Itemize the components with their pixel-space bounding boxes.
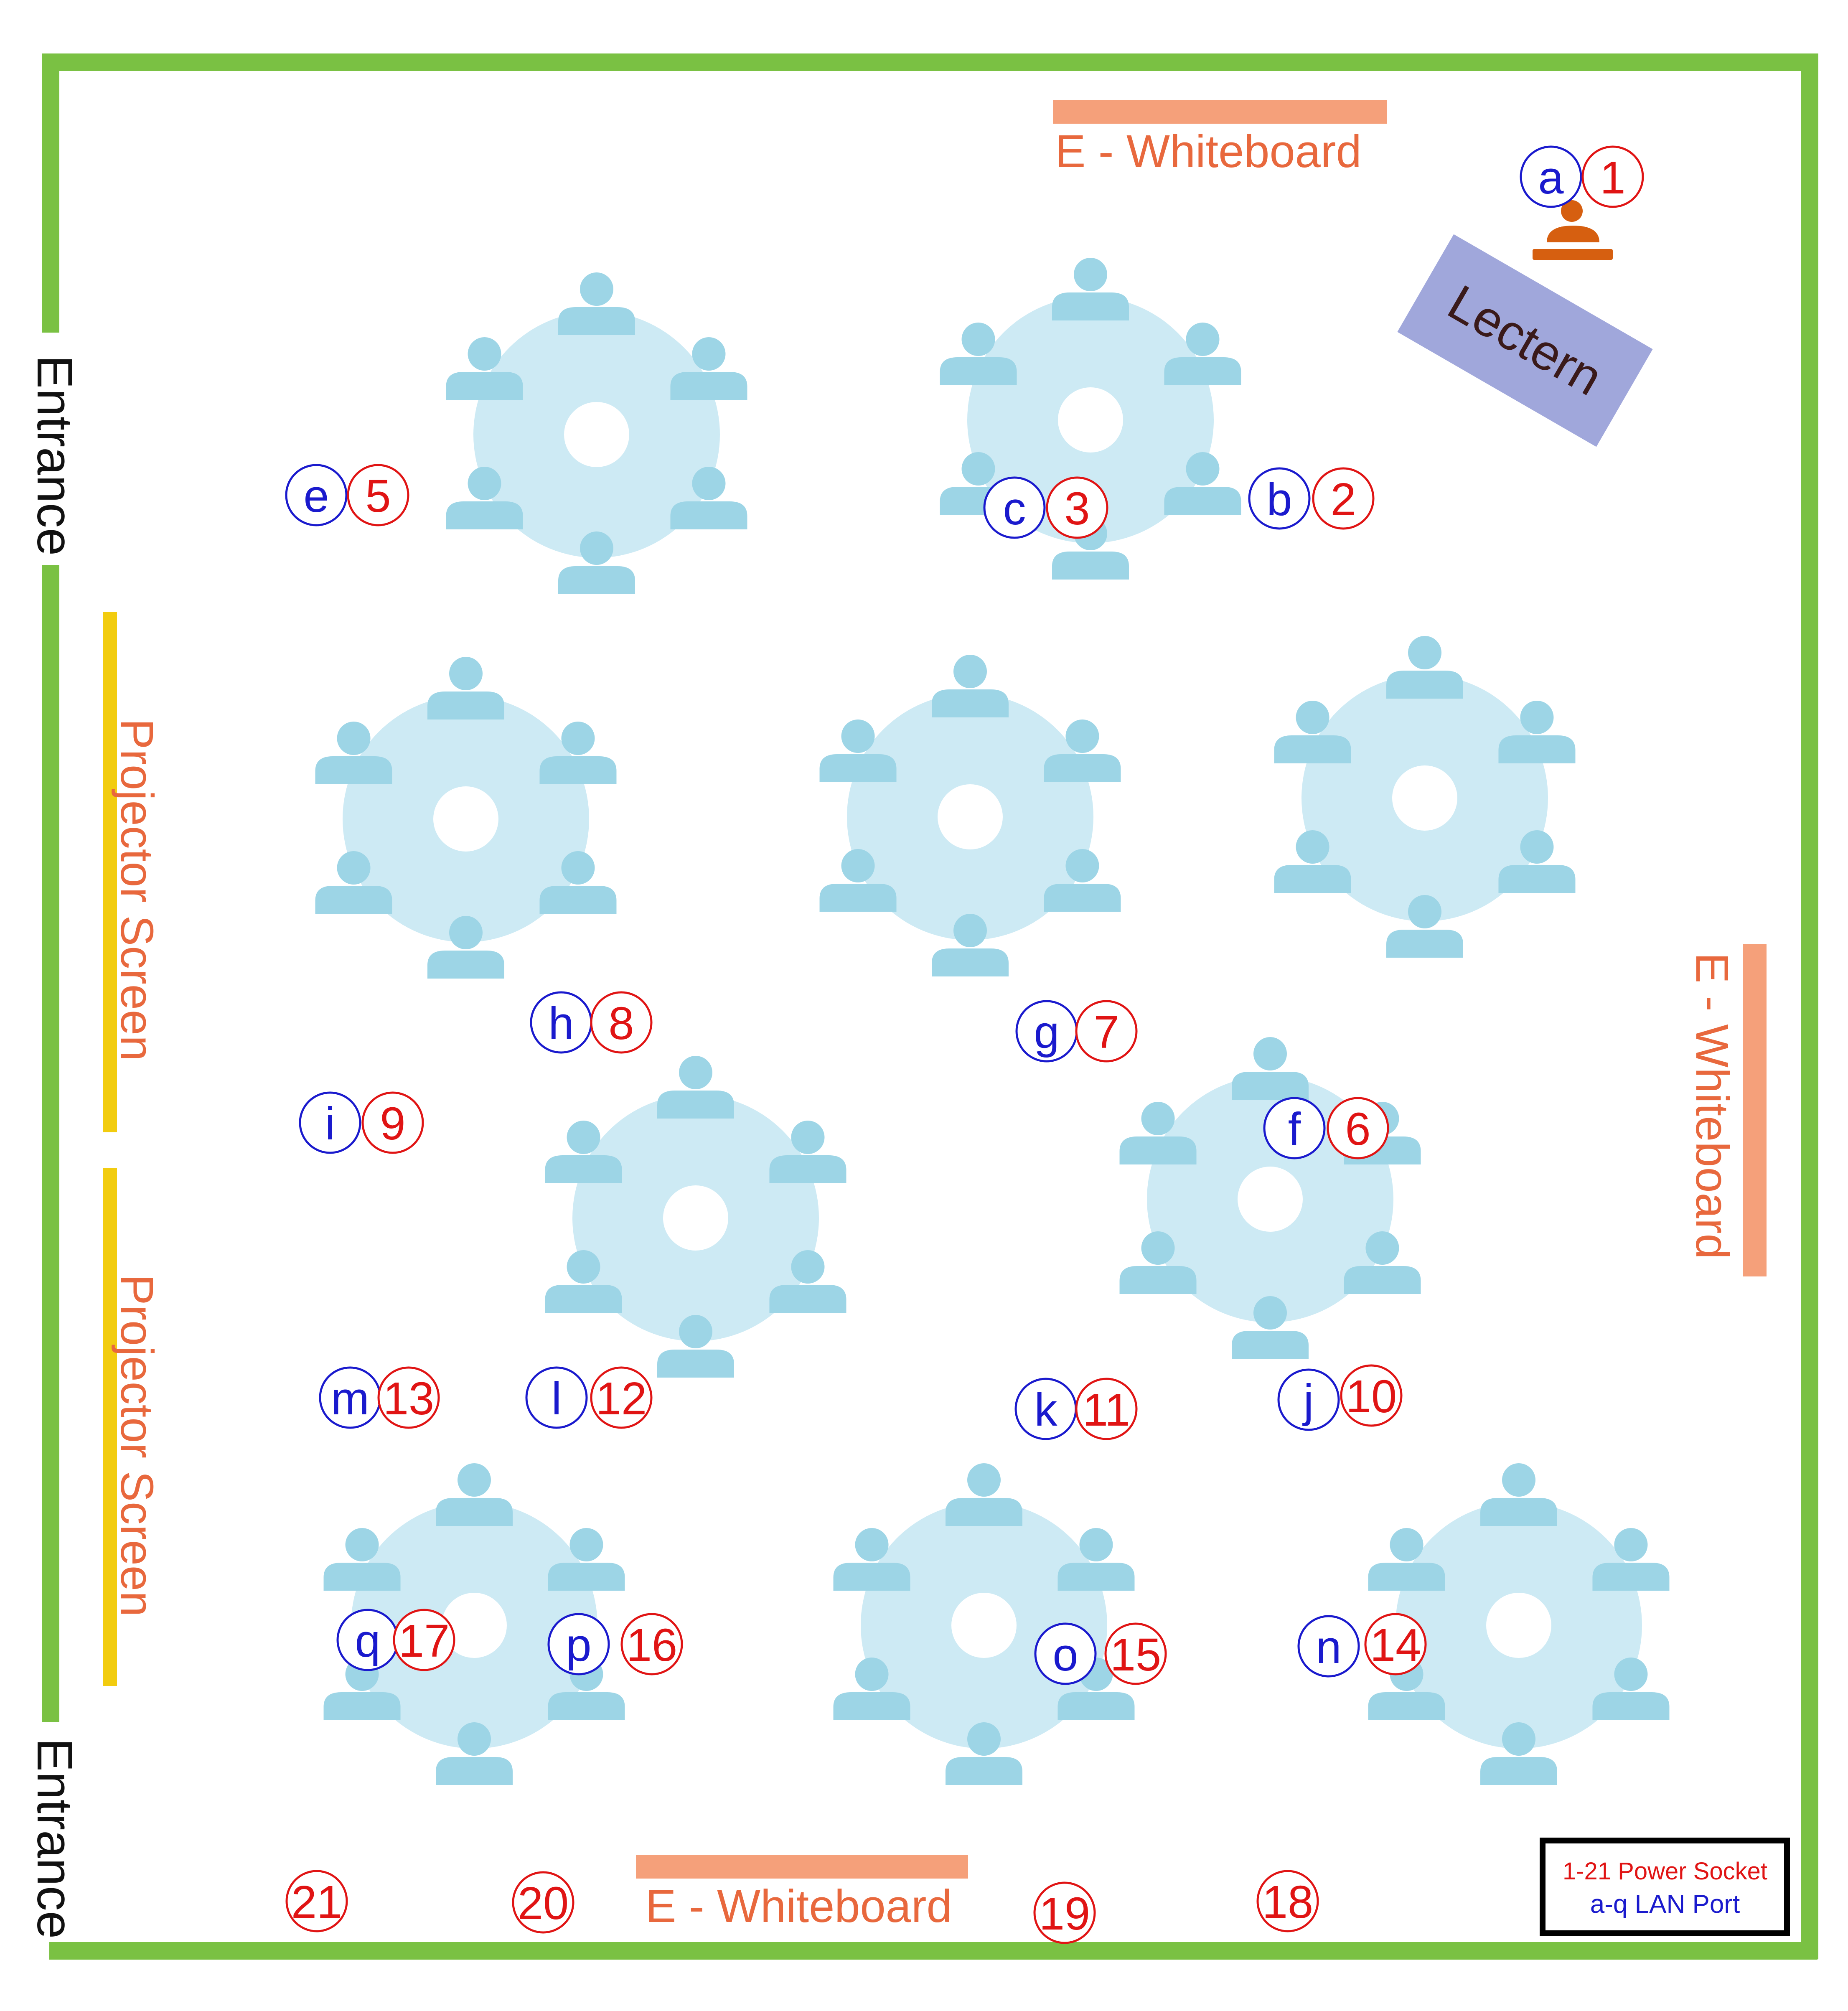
svg-text:5: 5 — [365, 470, 391, 522]
wall-left-upper — [42, 53, 59, 333]
svg-text:e: e — [303, 470, 329, 522]
power-socket-3 — [1047, 478, 1107, 538]
person-icon — [436, 1463, 513, 1526]
svg-text:18: 18 — [1262, 1876, 1314, 1928]
svg-text:k: k — [1034, 1384, 1057, 1436]
power-socket-5 — [348, 465, 408, 525]
svg-text:7: 7 — [1093, 1007, 1119, 1058]
lan-port-q — [338, 1610, 398, 1670]
table-center — [951, 1593, 1017, 1658]
lan-port-g — [1017, 1001, 1077, 1061]
whiteboard-top-bar — [1053, 100, 1387, 124]
lan-port-j — [1279, 1370, 1339, 1430]
power-socket-15 — [1106, 1624, 1166, 1684]
svg-text:o: o — [1052, 1629, 1078, 1680]
power-socket-19 — [1035, 1883, 1095, 1943]
whiteboard-bottom-bar — [636, 1855, 968, 1879]
svg-text:13: 13 — [383, 1373, 435, 1424]
power-socket-14 — [1365, 1614, 1426, 1674]
power-socket-9 — [363, 1093, 423, 1153]
power-socket-8 — [591, 992, 651, 1053]
person-icon — [427, 657, 504, 719]
svg-text:q: q — [355, 1615, 381, 1667]
power-socket-10 — [1341, 1365, 1401, 1426]
table-center — [1392, 765, 1457, 831]
lan-port-f — [1264, 1098, 1324, 1158]
svg-text:10: 10 — [1345, 1371, 1397, 1422]
power-socket-12 — [591, 1368, 651, 1428]
table-center — [433, 786, 498, 852]
wall-top — [42, 53, 1817, 71]
projector-screen-2-label: Projector Screen — [111, 1274, 163, 1617]
person-icon — [1052, 258, 1129, 320]
person-icon — [946, 1463, 1022, 1526]
whiteboard-bottom-label: E - Whiteboard — [646, 1881, 952, 1932]
svg-text:21: 21 — [291, 1876, 343, 1928]
legend-lan-text: a-q LAN Port — [1590, 1890, 1740, 1919]
projector-screen-1-label: Projector Screen — [111, 719, 163, 1061]
round-table — [1274, 636, 1576, 958]
person-icon — [1386, 636, 1463, 699]
lan-port-o — [1035, 1624, 1096, 1684]
power-socket-20 — [513, 1872, 573, 1932]
round-table — [820, 655, 1121, 976]
lectern-label: Lectern — [1439, 274, 1612, 407]
svg-text:l: l — [551, 1373, 562, 1424]
person-icon — [558, 272, 635, 335]
wall-left-middle — [42, 565, 59, 1722]
podium-icon — [1533, 200, 1613, 260]
lan-port-e — [286, 465, 346, 525]
svg-text:1: 1 — [1600, 152, 1626, 203]
svg-text:p: p — [566, 1619, 592, 1671]
legend-power-text: 1-21 Power Socket — [1562, 1858, 1768, 1885]
power-socket-2 — [1313, 468, 1373, 529]
svg-text:15: 15 — [1110, 1629, 1162, 1680]
lan-port-a — [1521, 147, 1581, 207]
svg-text:m: m — [331, 1373, 369, 1424]
power-socket-18 — [1258, 1871, 1318, 1931]
person-icon — [657, 1056, 734, 1119]
svg-text:j: j — [1303, 1375, 1314, 1426]
round-table — [315, 657, 617, 979]
whiteboard-right-label: E - Whiteboard — [1686, 953, 1738, 1259]
lan-port-n — [1299, 1616, 1359, 1676]
lan-port-l — [526, 1368, 587, 1428]
power-socket-17 — [394, 1610, 454, 1670]
power-socket-1 — [1583, 147, 1643, 207]
lan-port-m — [320, 1368, 380, 1428]
round-table — [1120, 1037, 1421, 1359]
wall-right — [1801, 53, 1818, 1959]
svg-text:f: f — [1288, 1103, 1301, 1155]
svg-text:n: n — [1316, 1622, 1342, 1673]
whiteboard-top-label: E - Whiteboard — [1055, 126, 1362, 177]
table-center — [1058, 387, 1123, 453]
power-socket-21 — [287, 1871, 347, 1931]
svg-text:6: 6 — [1345, 1103, 1371, 1155]
table-center — [564, 402, 629, 467]
table-center — [938, 784, 1003, 849]
power-socket-6 — [1328, 1098, 1388, 1158]
round-table — [834, 1463, 1135, 1785]
svg-text:17: 17 — [398, 1615, 450, 1667]
entrance-bottom-label: Entrance — [27, 1738, 83, 1939]
lan-port-i — [300, 1093, 360, 1153]
legend — [1543, 1841, 1787, 1933]
svg-text:9: 9 — [380, 1098, 406, 1149]
whiteboard-right-bar — [1743, 944, 1767, 1276]
table-center — [663, 1185, 728, 1251]
svg-text:11: 11 — [1082, 1384, 1131, 1436]
lan-port-p — [549, 1614, 609, 1674]
svg-text:12: 12 — [595, 1373, 647, 1424]
lectern — [1397, 234, 1652, 447]
table-center — [1238, 1167, 1303, 1232]
svg-text:20: 20 — [517, 1878, 569, 1929]
power-socket-11 — [1076, 1379, 1136, 1439]
lan-port-h — [531, 992, 591, 1053]
svg-text:8: 8 — [608, 998, 634, 1049]
entrance-top-label: Entrance — [27, 355, 83, 556]
table-center — [1486, 1593, 1551, 1658]
svg-text:2: 2 — [1330, 474, 1356, 525]
legend-box — [1543, 1841, 1787, 1933]
round-table — [545, 1056, 846, 1378]
lan-port-c — [984, 478, 1045, 538]
person-icon — [1480, 1463, 1557, 1526]
svg-text:b: b — [1266, 474, 1292, 525]
svg-text:19: 19 — [1039, 1888, 1090, 1940]
power-socket-16 — [622, 1614, 682, 1674]
svg-text:3: 3 — [1064, 483, 1090, 534]
svg-text:a: a — [1538, 152, 1564, 203]
round-table — [446, 272, 747, 594]
svg-text:i: i — [325, 1098, 336, 1149]
svg-text:14: 14 — [1370, 1619, 1421, 1671]
power-socket-13 — [379, 1368, 439, 1428]
person-icon — [1232, 1037, 1309, 1100]
wall-bottom — [49, 1942, 1817, 1960]
svg-text:16: 16 — [626, 1619, 678, 1671]
person-icon — [932, 655, 1009, 717]
lan-port-b — [1249, 468, 1309, 529]
power-socket-7 — [1076, 1001, 1136, 1061]
svg-text:h: h — [548, 998, 574, 1049]
svg-text:g: g — [1034, 1007, 1060, 1058]
svg-text:c: c — [1003, 483, 1026, 534]
lan-port-k — [1016, 1379, 1076, 1439]
